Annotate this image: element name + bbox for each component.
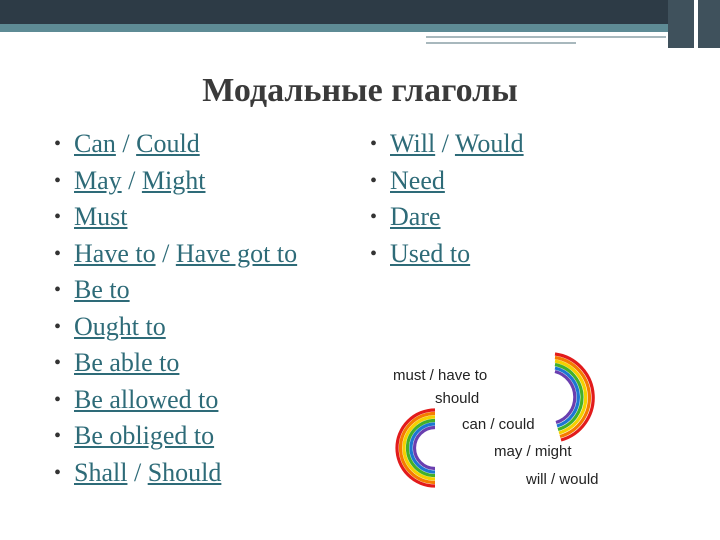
separator: /: [121, 165, 142, 195]
verb-link[interactable]: Would: [454, 129, 524, 158]
verb-link[interactable]: Have got to: [175, 238, 298, 268]
list-item: [54, 345, 297, 382]
list-item: [54, 199, 297, 236]
verb-link[interactable]: Be allowed to: [74, 384, 219, 414]
separator: /: [127, 457, 148, 487]
list-item: [54, 236, 297, 273]
list-item: [54, 382, 297, 419]
verb-link[interactable]: Must: [74, 202, 128, 231]
verb-link[interactable]: Used to: [390, 238, 471, 268]
rainbow-arc-left: [397, 410, 435, 486]
verb-link[interactable]: Can: [74, 129, 116, 158]
list-item: [54, 163, 297, 200]
image-label: should: [435, 390, 480, 407]
top-bar-teal: [0, 24, 720, 32]
verb-link[interactable]: May: [74, 165, 122, 195]
verb-link[interactable]: Ought to: [74, 311, 166, 341]
list-item: [54, 455, 297, 492]
verb-link[interactable]: Should: [147, 457, 222, 487]
verb-link[interactable]: Shall: [74, 457, 128, 487]
decor-line: [426, 42, 576, 44]
top-bar-dark: [0, 0, 720, 24]
right-verb-list: [370, 126, 524, 272]
list-item: [370, 199, 524, 236]
verb-link[interactable]: Be to: [74, 275, 130, 304]
verb-link[interactable]: Be able to: [74, 348, 180, 377]
image-label: will / would: [526, 471, 599, 488]
verb-link[interactable]: Could: [136, 129, 200, 158]
list-item: [370, 163, 524, 200]
image-label: may / might: [494, 443, 572, 460]
rainbow-illustration: [385, 352, 625, 502]
list-item: [54, 272, 297, 309]
list-item: [54, 126, 297, 163]
corner-panel-gap: [694, 0, 698, 48]
list-item: [54, 418, 297, 455]
verb-link[interactable]: Have to: [74, 238, 156, 268]
separator: /: [435, 129, 455, 158]
list-item: [370, 126, 524, 163]
decor-line: [426, 36, 666, 38]
corner-panel: [668, 0, 720, 48]
separator: /: [115, 129, 137, 158]
rainbow-arc-right: [555, 354, 593, 440]
verb-link[interactable]: Be obliged to: [74, 421, 215, 450]
verb-link[interactable]: Might: [141, 165, 206, 195]
list-item: [54, 309, 297, 346]
list-item: [370, 236, 524, 273]
left-verb-list: [54, 126, 297, 491]
verb-link[interactable]: Will: [390, 129, 436, 158]
verb-link[interactable]: Dare: [390, 202, 441, 231]
slide-title: Модальные глаголы: [202, 72, 518, 109]
image-label: must / have to: [393, 367, 488, 384]
separator: /: [155, 238, 176, 268]
verb-link[interactable]: Need: [390, 165, 445, 195]
image-label: can / could: [462, 416, 535, 433]
